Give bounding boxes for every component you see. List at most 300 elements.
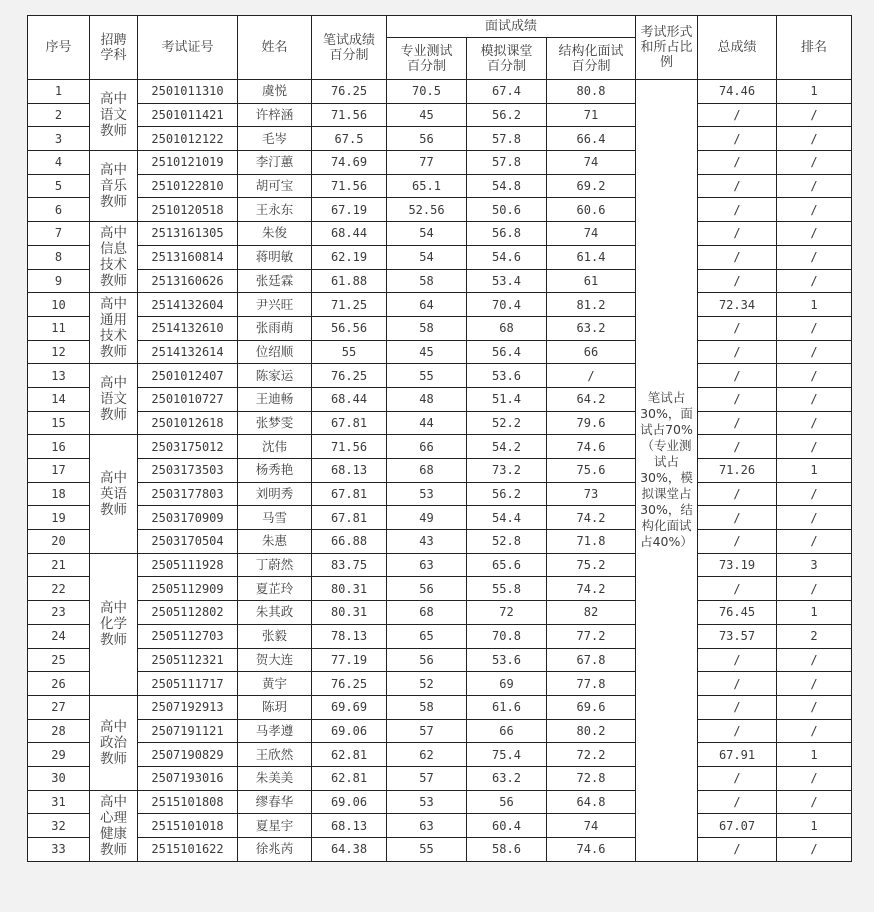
table-row <box>28 743 852 767</box>
mock-class-cell: 66 <box>467 719 547 743</box>
structured-interview-cell: 74 <box>547 814 636 838</box>
subject-cell: 高中英语教师 <box>90 435 138 553</box>
total-score-cell: / <box>698 269 777 293</box>
table-row <box>28 127 852 151</box>
header-rank: 排名 <box>777 16 852 80</box>
exam-no-cell: 2501010727 <box>138 387 238 411</box>
professional-test-cell: 54 <box>387 245 467 269</box>
seq-cell: 27 <box>28 695 90 719</box>
table-row <box>28 530 852 554</box>
table-row <box>28 103 852 127</box>
structured-interview-cell: 67.8 <box>547 648 636 672</box>
seq-cell: 30 <box>28 766 90 790</box>
exam-no-cell: 2501011421 <box>138 103 238 127</box>
rank-cell: / <box>777 577 852 601</box>
structured-interview-cell: 79.6 <box>547 411 636 435</box>
written-score-cell: 76.25 <box>312 672 387 696</box>
exam-no-cell: 2501012122 <box>138 127 238 151</box>
exam-no-cell: 2501011310 <box>138 80 238 104</box>
subject-cell: 高中化学教师 <box>90 553 138 695</box>
rank-cell: / <box>777 103 852 127</box>
exam-no-cell: 2510122810 <box>138 174 238 198</box>
header-subject: 招聘学科 <box>90 16 138 80</box>
written-score-cell: 69.06 <box>312 790 387 814</box>
name-cell: 张梦雯 <box>238 411 312 435</box>
seq-cell: 5 <box>28 174 90 198</box>
professional-test-cell: 49 <box>387 506 467 530</box>
table-row <box>28 80 852 104</box>
table-row <box>28 624 852 648</box>
name-cell: 朱美美 <box>238 766 312 790</box>
professional-test-cell: 52 <box>387 672 467 696</box>
table-row <box>28 577 852 601</box>
subject-cell: 高中音乐教师 <box>90 151 138 222</box>
total-score-cell: 67.07 <box>698 814 777 838</box>
structured-interview-cell: 72.2 <box>547 743 636 767</box>
rank-cell: / <box>777 530 852 554</box>
exam-form-cell: 笔试占30%，面试占70%（专业测试占30%，模拟课堂占30%，结构化面试占40%） <box>636 80 698 862</box>
seq-cell: 19 <box>28 506 90 530</box>
table-row <box>28 151 852 175</box>
seq-cell: 24 <box>28 624 90 648</box>
rank-cell: / <box>777 411 852 435</box>
mock-class-cell: 50.6 <box>467 198 547 222</box>
rank-cell: 1 <box>777 814 852 838</box>
table-row <box>28 695 852 719</box>
exam-no-cell: 2513161305 <box>138 222 238 246</box>
score-table-body <box>28 80 852 862</box>
rank-cell: 3 <box>777 553 852 577</box>
name-cell: 沈伟 <box>238 435 312 459</box>
table-row <box>28 435 852 459</box>
total-score-cell: / <box>698 222 777 246</box>
rank-cell: / <box>777 838 852 862</box>
name-cell: 黄宇 <box>238 672 312 696</box>
total-score-cell: / <box>698 719 777 743</box>
structured-interview-cell: 74.6 <box>547 838 636 862</box>
seq-cell: 7 <box>28 222 90 246</box>
header-structured-interview: 结构化面试百分制 <box>547 38 636 80</box>
table-row <box>28 269 852 293</box>
structured-interview-cell: 69.2 <box>547 174 636 198</box>
name-cell: 胡可宝 <box>238 174 312 198</box>
mock-class-cell: 53.6 <box>467 648 547 672</box>
header-total-score: 总成绩 <box>698 16 777 80</box>
written-score-cell: 76.25 <box>312 364 387 388</box>
professional-test-cell: 53 <box>387 482 467 506</box>
professional-test-cell: 57 <box>387 719 467 743</box>
structured-interview-cell: 73 <box>547 482 636 506</box>
seq-cell: 26 <box>28 672 90 696</box>
structured-interview-cell: 80.2 <box>547 719 636 743</box>
exam-no-cell: 2510121019 <box>138 151 238 175</box>
table-row <box>28 814 852 838</box>
total-score-cell: / <box>698 245 777 269</box>
name-cell: 虞悦 <box>238 80 312 104</box>
written-score-cell: 62.19 <box>312 245 387 269</box>
rank-cell: / <box>777 435 852 459</box>
seq-cell: 3 <box>28 127 90 151</box>
structured-interview-cell: 74.6 <box>547 435 636 459</box>
name-cell: 王欣然 <box>238 743 312 767</box>
total-score-cell: / <box>698 695 777 719</box>
name-cell: 张雨萌 <box>238 316 312 340</box>
written-score-cell: 61.88 <box>312 269 387 293</box>
structured-interview-cell: 77.8 <box>547 672 636 696</box>
total-score-cell: 73.57 <box>698 624 777 648</box>
name-cell: 许梓涵 <box>238 103 312 127</box>
exam-no-cell: 2515101622 <box>138 838 238 862</box>
written-score-cell: 71.56 <box>312 174 387 198</box>
name-cell: 位绍顺 <box>238 340 312 364</box>
seq-cell: 22 <box>28 577 90 601</box>
subject-cell: 高中信息技术教师 <box>90 222 138 293</box>
total-score-cell: / <box>698 198 777 222</box>
mock-class-cell: 57.8 <box>467 151 547 175</box>
name-cell: 朱惠 <box>238 530 312 554</box>
professional-test-cell: 48 <box>387 387 467 411</box>
structured-interview-cell: 72.8 <box>547 766 636 790</box>
rank-cell: / <box>777 245 852 269</box>
structured-interview-cell: 81.2 <box>547 293 636 317</box>
structured-interview-cell: / <box>547 364 636 388</box>
table-row <box>28 648 852 672</box>
score-table <box>27 15 852 862</box>
table-row <box>28 174 852 198</box>
seq-cell: 9 <box>28 269 90 293</box>
name-cell: 朱其政 <box>238 601 312 625</box>
professional-test-cell: 58 <box>387 269 467 293</box>
written-score-cell: 78.13 <box>312 624 387 648</box>
rank-cell: / <box>777 340 852 364</box>
subject-cell: 高中政治教师 <box>90 695 138 790</box>
professional-test-cell: 45 <box>387 103 467 127</box>
professional-test-cell: 54 <box>387 222 467 246</box>
mock-class-cell: 56.2 <box>467 482 547 506</box>
mock-class-cell: 52.8 <box>467 530 547 554</box>
professional-test-cell: 68 <box>387 459 467 483</box>
rank-cell: / <box>777 127 852 151</box>
exam-no-cell: 2501012407 <box>138 364 238 388</box>
name-cell: 丁蔚然 <box>238 553 312 577</box>
seq-cell: 18 <box>28 482 90 506</box>
written-score-cell: 67.81 <box>312 506 387 530</box>
table-row <box>28 719 852 743</box>
mock-class-cell: 68 <box>467 316 547 340</box>
exam-no-cell: 2513160814 <box>138 245 238 269</box>
rank-cell: 1 <box>777 743 852 767</box>
written-score-cell: 71.56 <box>312 103 387 127</box>
total-score-cell: / <box>698 672 777 696</box>
written-score-cell: 56.56 <box>312 316 387 340</box>
header-professional-test: 专业测试百分制 <box>387 38 467 80</box>
header-mock-class: 模拟课堂百分制 <box>467 38 547 80</box>
name-cell: 贺大连 <box>238 648 312 672</box>
professional-test-cell: 56 <box>387 648 467 672</box>
professional-test-cell: 52.56 <box>387 198 467 222</box>
professional-test-cell: 45 <box>387 340 467 364</box>
rank-cell: 1 <box>777 601 852 625</box>
header-seq: 序号 <box>28 16 90 80</box>
mock-class-cell: 55.8 <box>467 577 547 601</box>
mock-class-cell: 54.8 <box>467 174 547 198</box>
mock-class-cell: 75.4 <box>467 743 547 767</box>
structured-interview-cell: 61 <box>547 269 636 293</box>
exam-no-cell: 2515101808 <box>138 790 238 814</box>
exam-no-cell: 2505111928 <box>138 553 238 577</box>
professional-test-cell: 44 <box>387 411 467 435</box>
total-score-cell: / <box>698 838 777 862</box>
written-score-cell: 55 <box>312 340 387 364</box>
structured-interview-cell: 74 <box>547 222 636 246</box>
table-row <box>28 364 852 388</box>
mock-class-cell: 53.4 <box>467 269 547 293</box>
name-cell: 刘明秀 <box>238 482 312 506</box>
professional-test-cell: 56 <box>387 577 467 601</box>
seq-cell: 12 <box>28 340 90 364</box>
professional-test-cell: 64 <box>387 293 467 317</box>
rank-cell: / <box>777 174 852 198</box>
mock-class-cell: 51.4 <box>467 387 547 411</box>
total-score-cell: / <box>698 506 777 530</box>
name-cell: 王永东 <box>238 198 312 222</box>
exam-no-cell: 2503175012 <box>138 435 238 459</box>
seq-cell: 17 <box>28 459 90 483</box>
rank-cell: / <box>777 198 852 222</box>
table-row <box>28 553 852 577</box>
structured-interview-cell: 75.2 <box>547 553 636 577</box>
name-cell: 夏星宇 <box>238 814 312 838</box>
mock-class-cell: 54.4 <box>467 506 547 530</box>
total-score-cell: / <box>698 435 777 459</box>
total-score-cell: 67.91 <box>698 743 777 767</box>
mock-class-cell: 54.2 <box>467 435 547 459</box>
name-cell: 朱俊 <box>238 222 312 246</box>
exam-no-cell: 2507190829 <box>138 743 238 767</box>
written-score-cell: 80.31 <box>312 577 387 601</box>
written-score-cell: 69.06 <box>312 719 387 743</box>
subject-cell: 高中心理健康教师 <box>90 790 138 861</box>
name-cell: 尹兴旺 <box>238 293 312 317</box>
rank-cell: / <box>777 766 852 790</box>
rank-cell: / <box>777 506 852 530</box>
exam-no-cell: 2507191121 <box>138 719 238 743</box>
structured-interview-cell: 77.2 <box>547 624 636 648</box>
table-row <box>28 222 852 246</box>
rank-cell: / <box>777 695 852 719</box>
rank-cell: / <box>777 648 852 672</box>
written-score-cell: 66.88 <box>312 530 387 554</box>
total-score-cell: 76.45 <box>698 601 777 625</box>
structured-interview-cell: 82 <box>547 601 636 625</box>
professional-test-cell: 65 <box>387 624 467 648</box>
subject-cell: 高中通用技术教师 <box>90 293 138 364</box>
table-row <box>28 672 852 696</box>
exam-no-cell: 2514132604 <box>138 293 238 317</box>
exam-no-cell: 2514132614 <box>138 340 238 364</box>
mock-class-cell: 70.4 <box>467 293 547 317</box>
professional-test-cell: 55 <box>387 364 467 388</box>
exam-no-cell: 2507193016 <box>138 766 238 790</box>
written-score-cell: 62.81 <box>312 743 387 767</box>
structured-interview-cell: 75.6 <box>547 459 636 483</box>
structured-interview-cell: 66 <box>547 340 636 364</box>
mock-class-cell: 65.6 <box>467 553 547 577</box>
table-row <box>28 411 852 435</box>
rank-cell: / <box>777 364 852 388</box>
seq-cell: 31 <box>28 790 90 814</box>
structured-interview-cell: 74 <box>547 151 636 175</box>
seq-cell: 29 <box>28 743 90 767</box>
exam-no-cell: 2513160626 <box>138 269 238 293</box>
seq-cell: 32 <box>28 814 90 838</box>
exam-no-cell: 2501012618 <box>138 411 238 435</box>
written-score-cell: 62.81 <box>312 766 387 790</box>
total-score-cell: / <box>698 766 777 790</box>
written-score-cell: 74.69 <box>312 151 387 175</box>
written-score-cell: 67.81 <box>312 482 387 506</box>
table-row <box>28 601 852 625</box>
structured-interview-cell: 74.2 <box>547 506 636 530</box>
written-score-cell: 68.13 <box>312 814 387 838</box>
written-score-cell: 77.19 <box>312 648 387 672</box>
seq-cell: 23 <box>28 601 90 625</box>
total-score-cell: / <box>698 364 777 388</box>
total-score-cell: / <box>698 790 777 814</box>
professional-test-cell: 68 <box>387 601 467 625</box>
table-row <box>28 459 852 483</box>
written-score-cell: 67.19 <box>312 198 387 222</box>
rank-cell: / <box>777 151 852 175</box>
header-exam-form: 考试形式和所占比例 <box>636 16 698 80</box>
seq-cell: 8 <box>28 245 90 269</box>
mock-class-cell: 56.4 <box>467 340 547 364</box>
written-score-cell: 67.81 <box>312 411 387 435</box>
total-score-cell: / <box>698 316 777 340</box>
mock-class-cell: 61.6 <box>467 695 547 719</box>
exam-no-cell: 2503173503 <box>138 459 238 483</box>
name-cell: 徐兆芮 <box>238 838 312 862</box>
professional-test-cell: 53 <box>387 790 467 814</box>
exam-no-cell: 2505112802 <box>138 601 238 625</box>
written-score-cell: 80.31 <box>312 601 387 625</box>
professional-test-cell: 70.5 <box>387 80 467 104</box>
table-row <box>28 387 852 411</box>
rank-cell: / <box>777 672 852 696</box>
seq-cell: 20 <box>28 530 90 554</box>
total-score-cell: / <box>698 530 777 554</box>
subject-cell: 高中语文教师 <box>90 80 138 151</box>
seq-cell: 25 <box>28 648 90 672</box>
mock-class-cell: 73.2 <box>467 459 547 483</box>
seq-cell: 2 <box>28 103 90 127</box>
name-cell: 陈家运 <box>238 364 312 388</box>
exam-no-cell: 2505112321 <box>138 648 238 672</box>
rank-cell: / <box>777 269 852 293</box>
table-row <box>28 506 852 530</box>
written-score-cell: 83.75 <box>312 553 387 577</box>
structured-interview-cell: 66.4 <box>547 127 636 151</box>
table-row <box>28 766 852 790</box>
mock-class-cell: 63.2 <box>467 766 547 790</box>
total-score-cell: 73.19 <box>698 553 777 577</box>
mock-class-cell: 69 <box>467 672 547 696</box>
name-cell: 缪春华 <box>238 790 312 814</box>
mock-class-cell: 56.2 <box>467 103 547 127</box>
structured-interview-cell: 60.6 <box>547 198 636 222</box>
rank-cell: 2 <box>777 624 852 648</box>
rank-cell: / <box>777 482 852 506</box>
table-row <box>28 316 852 340</box>
total-score-cell: / <box>698 577 777 601</box>
mock-class-cell: 60.4 <box>467 814 547 838</box>
written-score-cell: 68.44 <box>312 387 387 411</box>
total-score-cell: / <box>698 648 777 672</box>
professional-test-cell: 63 <box>387 553 467 577</box>
seq-cell: 4 <box>28 151 90 175</box>
professional-test-cell: 63 <box>387 814 467 838</box>
written-score-cell: 64.38 <box>312 838 387 862</box>
name-cell: 蒋明敏 <box>238 245 312 269</box>
total-score-cell: 72.34 <box>698 293 777 317</box>
exam-no-cell: 2503170504 <box>138 530 238 554</box>
professional-test-cell: 56 <box>387 127 467 151</box>
rank-cell: / <box>777 222 852 246</box>
name-cell: 杨秀艳 <box>238 459 312 483</box>
subject-cell: 高中语文教师 <box>90 364 138 435</box>
professional-test-cell: 65.1 <box>387 174 467 198</box>
exam-no-cell: 2503170909 <box>138 506 238 530</box>
exam-no-cell: 2505111717 <box>138 672 238 696</box>
seq-cell: 28 <box>28 719 90 743</box>
written-score-cell: 69.69 <box>312 695 387 719</box>
name-cell: 马雪 <box>238 506 312 530</box>
mock-class-cell: 57.8 <box>467 127 547 151</box>
name-cell: 马孝遵 <box>238 719 312 743</box>
total-score-cell: / <box>698 340 777 364</box>
structured-interview-cell: 63.2 <box>547 316 636 340</box>
header-name: 姓名 <box>238 16 312 80</box>
exam-no-cell: 2515101018 <box>138 814 238 838</box>
total-score-cell: / <box>698 482 777 506</box>
mock-class-cell: 72 <box>467 601 547 625</box>
rank-cell: / <box>777 790 852 814</box>
written-score-cell: 67.5 <box>312 127 387 151</box>
table-row <box>28 790 852 814</box>
exam-no-cell: 2507192913 <box>138 695 238 719</box>
header-interview-group: 面试成绩 <box>387 16 636 38</box>
name-cell: 张毅 <box>238 624 312 648</box>
rank-cell: 1 <box>777 293 852 317</box>
structured-interview-cell: 64.8 <box>547 790 636 814</box>
header-exam-no: 考试证号 <box>138 16 238 80</box>
seq-cell: 33 <box>28 838 90 862</box>
seq-cell: 14 <box>28 387 90 411</box>
mock-class-cell: 56.8 <box>467 222 547 246</box>
rank-cell: 1 <box>777 459 852 483</box>
structured-interview-cell: 74.2 <box>547 577 636 601</box>
seq-cell: 6 <box>28 198 90 222</box>
professional-test-cell: 77 <box>387 151 467 175</box>
total-score-cell: 71.26 <box>698 459 777 483</box>
structured-interview-cell: 69.6 <box>547 695 636 719</box>
written-score-cell: 68.13 <box>312 459 387 483</box>
seq-cell: 11 <box>28 316 90 340</box>
structured-interview-cell: 61.4 <box>547 245 636 269</box>
total-score-cell: / <box>698 174 777 198</box>
written-score-cell: 68.44 <box>312 222 387 246</box>
total-score-cell: / <box>698 127 777 151</box>
